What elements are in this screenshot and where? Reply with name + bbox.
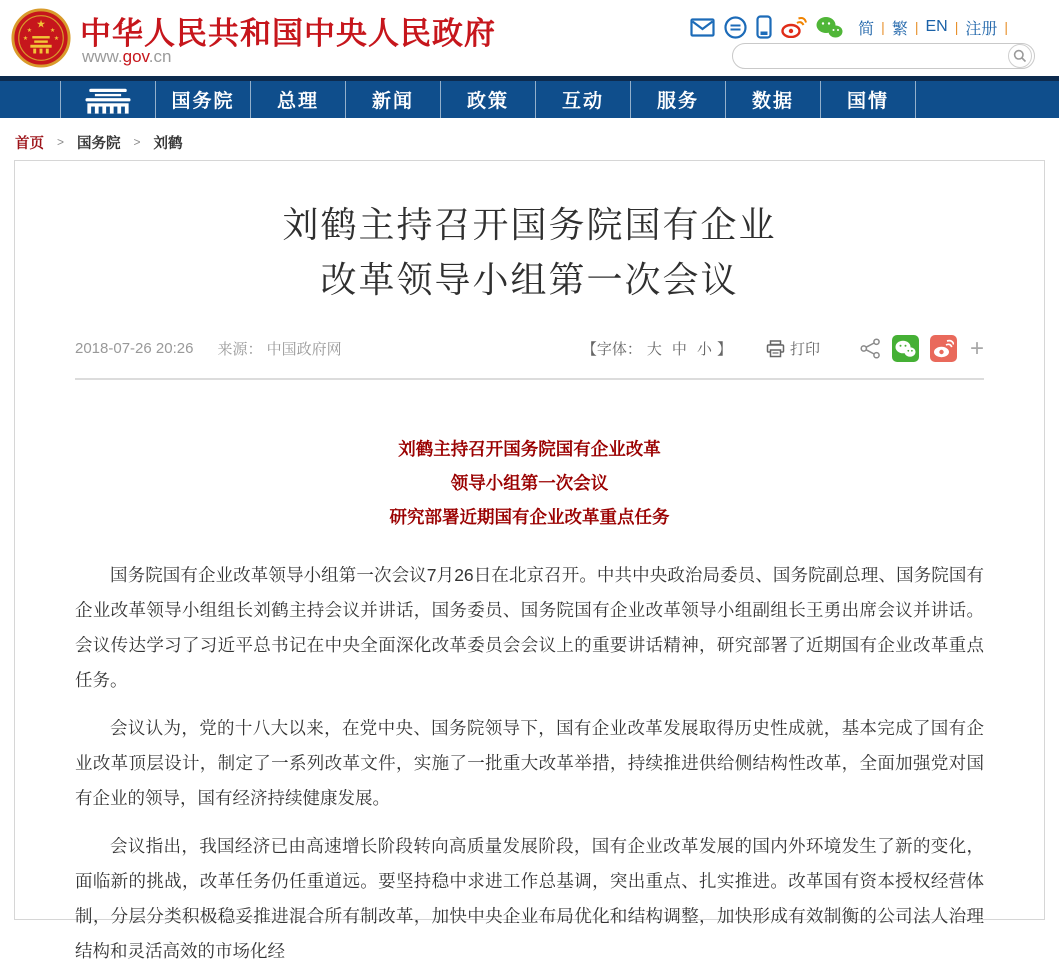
lang-english-link[interactable]: EN bbox=[925, 18, 948, 35]
language-links: 简 | 繁 | EN | 注册 | bbox=[856, 16, 1013, 39]
share-icon[interactable] bbox=[860, 338, 881, 359]
weibo-share-icon[interactable] bbox=[930, 335, 957, 362]
article-meta-row bbox=[75, 335, 984, 362]
article-title: 刘鹤主持召开国务院国有企业 改革领导小组第一次会议 bbox=[282, 204, 777, 300]
article-paragraph: 会议认为，党的十八大以来，在党中央、国务院领导下，国有企业改革发展取得历史性成就，基本完成了国有企业改革顶层设计，制定了一系列改革文件，实施了一批重大改革举措，持续推进供给侧结构性改革，全面加强党对国有企业的领导，国有经济持续健康发展。 bbox=[75, 718, 984, 808]
breadcrumb-separator: > bbox=[57, 135, 65, 149]
nav-home-button[interactable] bbox=[60, 81, 155, 118]
search-button[interactable] bbox=[1008, 44, 1032, 68]
register-link[interactable]: 注册 bbox=[965, 20, 998, 38]
wechat-icon[interactable] bbox=[816, 16, 843, 39]
lang-traditional-link[interactable]: 繁 bbox=[891, 20, 908, 38]
nav-item-state-council[interactable]: 国务院 bbox=[155, 81, 250, 118]
font-size-medium-button[interactable]: 中 bbox=[671, 341, 687, 358]
site-title[interactable]: 中华人民共和国中央人民政府 bbox=[80, 16, 496, 51]
wechat-share-icon[interactable] bbox=[892, 335, 919, 362]
meta-divider bbox=[75, 378, 984, 380]
site-header bbox=[0, 0, 1059, 76]
article-paragraph: 国务院国有企业改革领导小组第一次会议7月26日在北京召开。中共中央政治局委员、国务院副总理、国务院国有企业改革领导小组组长刘鹤主持会议并讲话，国务委员、国务院国有企业改革领导小组副组长王勇出席会议并讲话。会议传达学习了习近平总书记在中央全面深化改革委员会会议上的重要讲话精神，研究部署了近期国有企业改革重点任务。 bbox=[75, 565, 984, 690]
weibo-icon[interactable] bbox=[781, 16, 807, 38]
site-url[interactable]: www.gov.cn bbox=[82, 47, 172, 66]
more-share-icon[interactable]: + bbox=[969, 334, 984, 362]
article-date: 2018-07-26 20:26 bbox=[75, 340, 194, 357]
svg-text:★: ★ bbox=[50, 28, 56, 35]
message-icon[interactable] bbox=[724, 16, 747, 39]
main-nav bbox=[0, 76, 1059, 118]
national-emblem-logo bbox=[10, 7, 72, 69]
article-paragraph: 会议指出，我国经济已由高速增长阶段转向高质量发展阶段，国有企业改革发展的国内外环境发生了新的变化，面临新的挑战，改革任务仍任重道远。要坚持稳中求进工作总基调，突出重点、扎实推进。改革国有资本授权经营体制，分层分类积极稳妥推进混合所有制改革，加快中央企业布局优化和结构调整，加快形成有效制衡的公司法人治理结构和灵活高效的市场化经 bbox=[75, 836, 984, 961]
print-button[interactable]: 打印 bbox=[766, 338, 820, 359]
font-size-control: 【字体： 大 中 小 】 bbox=[582, 338, 732, 359]
nav-item-national[interactable]: 国情 bbox=[820, 81, 916, 118]
breadcrumb-current: 刘鹤 bbox=[153, 135, 183, 152]
svg-text:★: ★ bbox=[53, 35, 60, 42]
article-source: 来源： 中国政府网 bbox=[217, 341, 342, 358]
search-input[interactable] bbox=[745, 45, 1008, 67]
share-toolbar bbox=[860, 335, 984, 362]
lang-simplified-link[interactable]: 简 bbox=[858, 20, 875, 38]
nav-item-interact[interactable]: 互动 bbox=[535, 81, 630, 118]
tiananmen-icon bbox=[75, 85, 141, 115]
nav-item-premier[interactable]: 总理 bbox=[250, 81, 345, 118]
nav-item-policy[interactable]: 政策 bbox=[440, 81, 535, 118]
article-content bbox=[75, 432, 984, 969]
nav-item-news[interactable]: 新闻 bbox=[345, 81, 440, 118]
search-icon bbox=[1013, 49, 1027, 63]
header-quick-links bbox=[690, 14, 1013, 40]
svg-text:★: ★ bbox=[26, 28, 32, 35]
mail-icon[interactable] bbox=[690, 18, 715, 37]
svg-text:★: ★ bbox=[36, 18, 46, 31]
article-container bbox=[14, 160, 1045, 961]
breadcrumb-separator: > bbox=[133, 135, 141, 149]
mobile-icon[interactable] bbox=[756, 15, 772, 39]
breadcrumb-state-council[interactable]: 国务院 bbox=[77, 135, 121, 152]
breadcrumb bbox=[15, 131, 1059, 153]
font-size-small-button[interactable]: 小 bbox=[696, 341, 712, 358]
nav-item-data[interactable]: 数据 bbox=[725, 81, 820, 118]
breadcrumb-home[interactable]: 首页 bbox=[15, 135, 44, 152]
printer-icon bbox=[766, 340, 785, 358]
svg-text:★: ★ bbox=[22, 35, 29, 42]
font-size-large-button[interactable]: 大 bbox=[646, 341, 662, 358]
article-sub-heading: 刘鹤主持召开国务院国有企业改革 领导小组第一次会议 研究部署近期国有企业改革重点任务 bbox=[389, 439, 670, 527]
nav-item-services[interactable]: 服务 bbox=[630, 81, 725, 118]
search-box bbox=[732, 43, 1035, 69]
